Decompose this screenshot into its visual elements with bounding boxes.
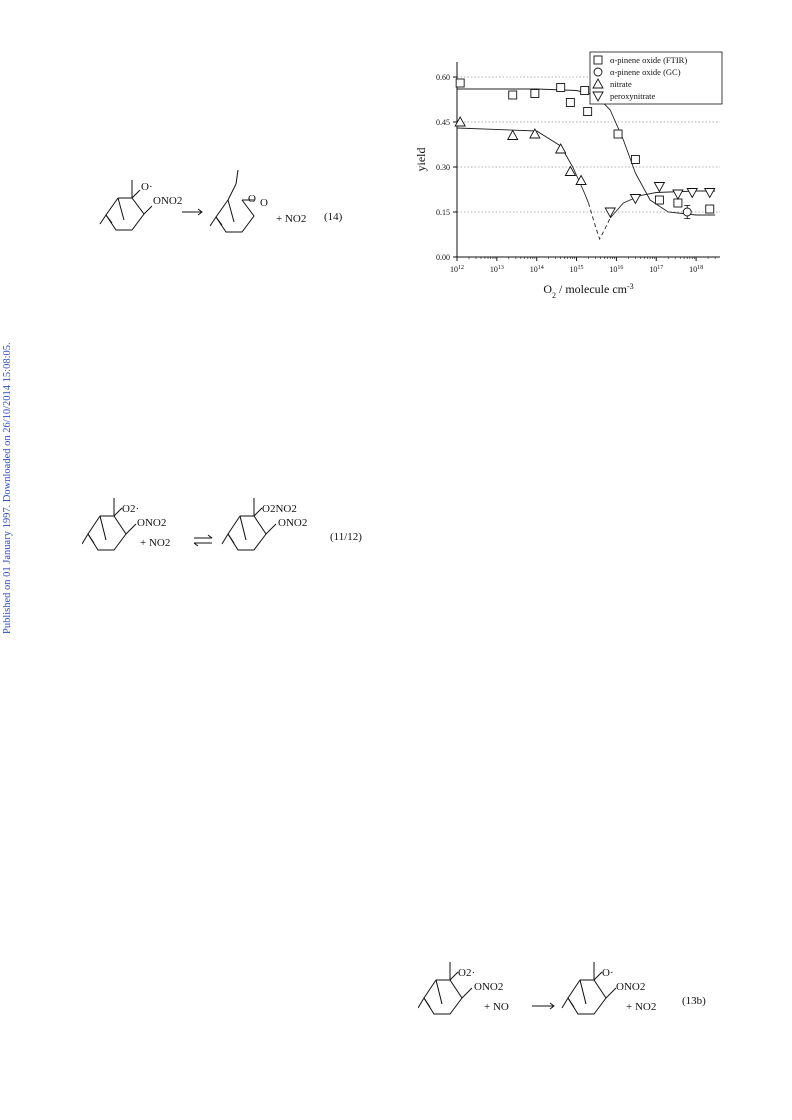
x-tick-base: 10 (569, 265, 578, 274)
ketone-o-label: O (248, 193, 256, 205)
data-point-circle (683, 208, 691, 216)
y-tick-label: 0.15 (436, 208, 450, 217)
legend-marker (594, 56, 602, 64)
data-point-square (581, 87, 589, 95)
x-tick-exponent: 14 (537, 265, 544, 271)
data-point-triangle-down (687, 189, 697, 198)
y-tick-label: 0.60 (436, 73, 450, 82)
data-point-triangle-down (705, 189, 715, 198)
data-point-square (566, 99, 574, 107)
reactant-coproduct-label: + NO (484, 1001, 509, 1013)
data-point-triangle-up (508, 131, 518, 140)
data-point-triangle-down (605, 208, 615, 217)
data-point-triangle-down (654, 183, 664, 192)
y-tick-label: 0.30 (436, 163, 450, 172)
legend-label: nitrate (610, 79, 632, 89)
legend-label: peroxynitrate (610, 91, 656, 101)
oxy-radical-label: O· (602, 967, 614, 979)
peroxynitrate-group-label: O2NO2 (262, 503, 297, 515)
nitrate-group-label: ONO2 (153, 195, 183, 207)
x-tick-base: 10 (689, 265, 698, 274)
fit-curve (610, 191, 715, 218)
equilibrium-arrows (194, 535, 212, 546)
data-point-square (631, 156, 639, 164)
data-point-square (614, 130, 622, 138)
x-tick-exponent: 12 (458, 265, 464, 271)
coproduct-label: + NO2 (276, 213, 307, 225)
data-point-triangle-up (556, 144, 566, 153)
x-axis-label-sup: -3 (626, 281, 634, 291)
reactant-coproduct-label: + NO2 (140, 537, 171, 549)
scheme-eq11-12 (82, 494, 372, 569)
aldehyde-o-label: O (260, 197, 268, 209)
x-tick-base: 10 (529, 265, 538, 274)
equation-number: (14) (324, 211, 343, 223)
legend-label: α-pinene oxide (FTIR) (610, 55, 688, 65)
peroxy-radical-label: O2· (458, 967, 476, 979)
x-tick-label (609, 265, 623, 274)
equation-number: (13b) (682, 995, 706, 1007)
legend-marker (594, 68, 602, 76)
x-tick-exponent: 17 (657, 265, 664, 271)
data-point-square (584, 108, 592, 116)
x-tick-base: 10 (489, 265, 498, 274)
product-nitrate-group-label: ONO2 (278, 517, 308, 529)
data-point-square (557, 84, 565, 92)
equation-number: (11/12) (330, 531, 362, 543)
oxy-radical-label: O· (141, 181, 153, 193)
x-tick-base: 10 (609, 265, 618, 274)
x-axis-label-sub: 2 (552, 290, 557, 300)
legend (590, 52, 722, 104)
data-point-triangle-down (673, 190, 683, 199)
x-tick-label (689, 265, 703, 274)
scheme-eq13b (418, 960, 718, 1030)
x-tick-exponent: 16 (617, 265, 624, 271)
data-point-square (509, 91, 517, 99)
x-tick-label (490, 265, 504, 274)
x-tick-label (649, 265, 663, 274)
nitrate-group-label: ONO2 (137, 517, 167, 529)
x-tick-label (570, 265, 584, 274)
data-point-square (456, 79, 464, 87)
nitrate-group-label: ONO2 (474, 981, 504, 993)
scheme-eq14 (98, 170, 358, 245)
x-axis-label-part: O (543, 282, 553, 296)
reaction-arrow (532, 1003, 554, 1009)
x-tick-base: 10 (649, 265, 658, 274)
yield-chart (405, 50, 735, 300)
y-axis-label: yield (414, 147, 428, 172)
x-tick-exponent: 18 (697, 265, 704, 271)
x-tick-exponent: 13 (497, 265, 504, 271)
x-tick-base: 10 (450, 265, 458, 274)
reaction-arrow (182, 209, 202, 215)
data-point-square (655, 196, 663, 204)
x-tick-label (450, 265, 464, 274)
product-coproduct-label: + NO2 (626, 1001, 657, 1013)
download-note: Published on 01 January 1997. Downloaded on 26/10/2014 15:08:05. (2, 342, 13, 634)
x-tick-exponent: 15 (577, 265, 584, 271)
fit-curve (457, 128, 589, 203)
legend-label: α-pinene oxide (GC) (610, 67, 681, 77)
data-point-triangle-up (565, 167, 575, 176)
x-axis-label-part: / molecule cm (556, 282, 627, 296)
data-point-square (674, 199, 682, 207)
product-nitrate-group-label: ONO2 (616, 981, 646, 993)
x-tick-label (530, 265, 544, 274)
y-tick-label: 0.45 (436, 118, 450, 127)
data-point-square (531, 90, 539, 98)
data-point-square (706, 205, 714, 213)
peroxy-radical-label: O2· (122, 503, 140, 515)
x-axis-label (543, 282, 633, 300)
y-tick-label: 0.00 (436, 253, 450, 262)
